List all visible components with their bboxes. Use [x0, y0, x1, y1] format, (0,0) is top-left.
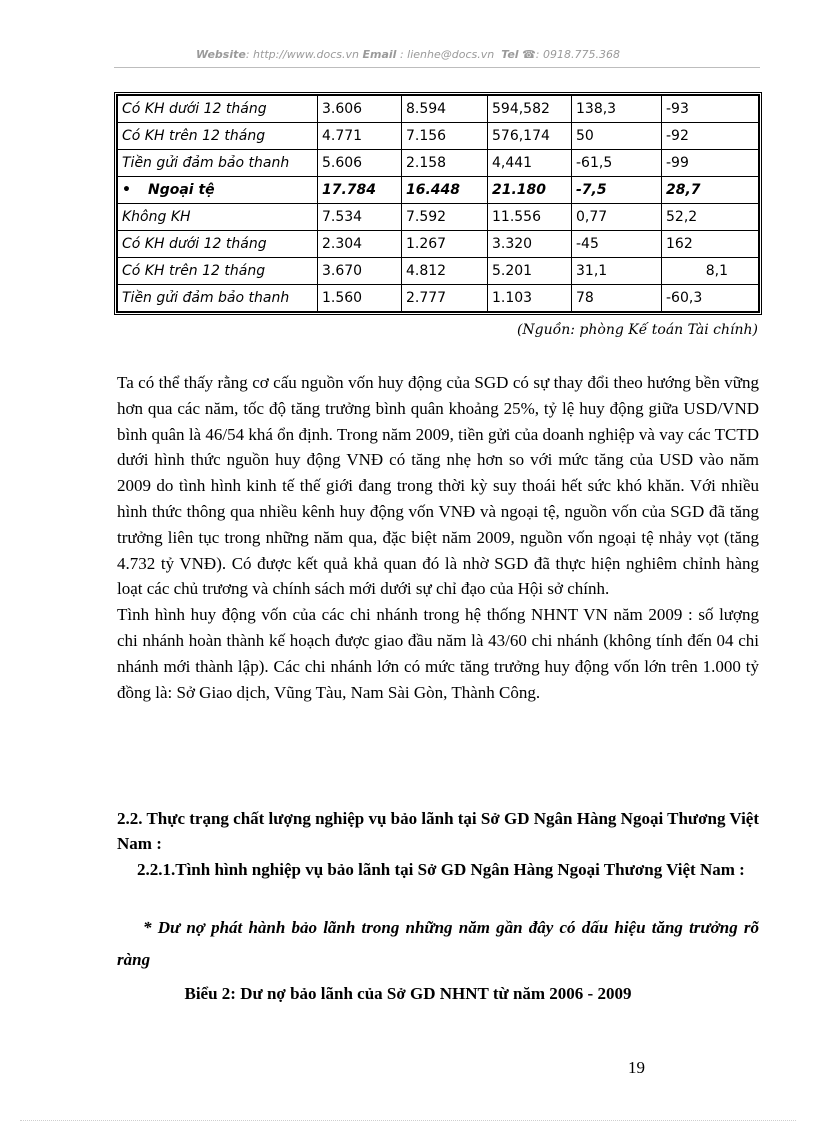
page-header [0, 48, 816, 61]
subsection-heading: 2.2.1.Tình hình nghiệp vụ bảo lãnh tại Sở GD Ngân Hàng Ngoại Thương Việt Nam : [137, 860, 745, 879]
cell-c5: -99 [662, 150, 759, 177]
cell-c1: 2.304 [318, 231, 402, 258]
website-value: : http://www.docs.vn [245, 48, 360, 61]
row-label-text: Có KH trên 12 tháng [122, 263, 266, 279]
header-rule [114, 67, 760, 68]
tel-label: Tel [501, 48, 519, 61]
cell-c2: 7.592 [402, 204, 488, 231]
row-label-text: Không KH [122, 209, 191, 225]
email-value: : lienhe@docs.vn [396, 48, 495, 61]
cell-c2: 2.158 [402, 150, 488, 177]
bullet-icon: • [122, 182, 131, 198]
cell-c4: 78 [572, 285, 662, 312]
cell-c4: 31,1 [572, 258, 662, 285]
paragraph-2: Tình hình huy động vốn của các chi nhánh trong hệ thống NHNT VN năm 2009 : số lượng chi nhánh hoàn thành kế hoạch được giao đầu năm là 43/60 chi nhánh (không tính đến 04 chi nhánh mới thành lập). Các chi nhánh lớn có mức tăng trưởng huy động vốn lớn trên 1.000 tỷ đồng là: Sở Giao dịch, Vũng Tàu, Nam Sài Gòn, Thành Công. [117, 605, 759, 702]
cell-c4: -61,5 [572, 150, 662, 177]
row-label [118, 150, 318, 177]
row-label [118, 258, 318, 285]
figure-caption: Biểu 2: Dư nợ bảo lãnh của Sở GD NHNT từ năm 2006 - 2009 [184, 984, 632, 1003]
cell-c2: 16.448 [402, 177, 488, 204]
section-heading: 2.2. Thực trạng chất lượng nghiệp vụ bảo lãnh tại Sở GD Ngân Hàng Ngoại Thương Việt Nam : [117, 809, 760, 853]
cell-c2: 2.777 [402, 285, 488, 312]
tel-value: ☎: 0918.775.368 [522, 48, 620, 61]
email-label: Email [362, 48, 397, 61]
cell-c4: 50 [572, 123, 662, 150]
table-row [118, 204, 759, 231]
cell-c1: 3.606 [318, 96, 402, 123]
cell-c1: 1.560 [318, 285, 402, 312]
cell-c3: 576,174 [488, 123, 572, 150]
cell-c4: 0,77 [572, 204, 662, 231]
table-source: (Nguồn: phòng Kế toán Tài chính) [516, 322, 758, 338]
table-row [118, 123, 759, 150]
body-text [117, 370, 759, 705]
cell-c5: -93 [662, 96, 759, 123]
cell-c4: 138,3 [572, 96, 662, 123]
cell-c3: 5.201 [488, 258, 572, 285]
row-label-text: Có KH dưới 12 tháng [122, 236, 267, 252]
cell-c5: 162 [662, 231, 759, 258]
table-row [118, 258, 759, 285]
cell-c1: 4.771 [318, 123, 402, 150]
cell-c2: 8.594 [402, 96, 488, 123]
cell-c1: 5.606 [318, 150, 402, 177]
table-row [118, 177, 759, 204]
row-label-text: Có KH trên 12 tháng [122, 128, 266, 144]
cell-c3: 594,582 [488, 96, 572, 123]
capital-table [114, 92, 762, 315]
cell-c5: -92 [662, 123, 759, 150]
cell-c1: 3.670 [318, 258, 402, 285]
cell-c4: -45 [572, 231, 662, 258]
cell-c1: 7.534 [318, 204, 402, 231]
website-label: Website [196, 48, 246, 61]
row-label-text: Tiền gửi đảm bảo thanh [122, 155, 290, 171]
page-number: 19 [628, 1058, 645, 1077]
cell-c5: -60,3 [662, 285, 759, 312]
cell-c3: 1.103 [488, 285, 572, 312]
row-label [118, 204, 318, 231]
row-label-text: Ngoại tệ [148, 182, 215, 198]
subsection-point: * Dư nợ phát hành bảo lãnh trong những năm gần đây có dấu hiệu tăng trưởng rõ ràng [117, 918, 759, 969]
table-row [118, 96, 759, 123]
cell-c3: 4,441 [488, 150, 572, 177]
cell-c5: 52,2 [662, 204, 759, 231]
row-label [118, 231, 318, 258]
row-label-text: Tiền gửi đảm bảo thanh [122, 290, 290, 306]
bottom-rule [20, 1120, 796, 1121]
cell-c2: 4.812 [402, 258, 488, 285]
cell-c3: 21.180 [488, 177, 572, 204]
cell-c3: 3.320 [488, 231, 572, 258]
table-row [118, 285, 759, 312]
cell-c3: 11.556 [488, 204, 572, 231]
cell-c5: 8,1 [662, 258, 759, 285]
row-label [118, 123, 318, 150]
row-label [118, 96, 318, 123]
cell-c4: -7,5 [572, 177, 662, 204]
table-row [118, 150, 759, 177]
row-label-text: Có KH dưới 12 tháng [122, 101, 267, 117]
cell-c2: 7.156 [402, 123, 488, 150]
paragraph-1: Ta có thể thấy rằng cơ cấu nguồn vốn huy động của SGD có sự thay đổi theo hướng bền vững hơn qua các năm, tốc độ tăng trưởng bình quân khoảng 25%, tỷ lệ huy động giữa USD/VND bình quân là 46/54 khá ổn định. Trong năm 2009, tiền gửi của doanh nghiệp và vay các TCTD dưới hình thức nguồn huy động VNĐ có tăng nhẹ hơn so với mức tăng của USD vào năm 2009 do tình hình kinh tế thế giới đang trong thời kỳ suy thoái hết sức khó khăn. Với nhiều hình thức thông qua nhiều kênh huy động vốn VNĐ và ngoại tệ, nguồn vốn của SGD đã tăng trưởng liên tục trong những năm qua, đặc biệt năm 2009, nguồn vốn ngoại tệ nhảy vọt (tăng 4.732 tỷ VNĐ). Có được kết quả khả quan đó là nhờ SGD đã thực hiện nghiêm chỉnh hàng loạt các chủ trương và chính sách mới dưới sự chỉ đạo của Hội sở chính. [117, 373, 759, 599]
table-row [118, 231, 759, 258]
row-label [118, 285, 318, 312]
cell-c5: 28,7 [662, 177, 759, 204]
cell-c2: 1.267 [402, 231, 488, 258]
cell-c1: 17.784 [318, 177, 402, 204]
row-label [118, 177, 318, 204]
capital-table-grid [117, 95, 759, 312]
